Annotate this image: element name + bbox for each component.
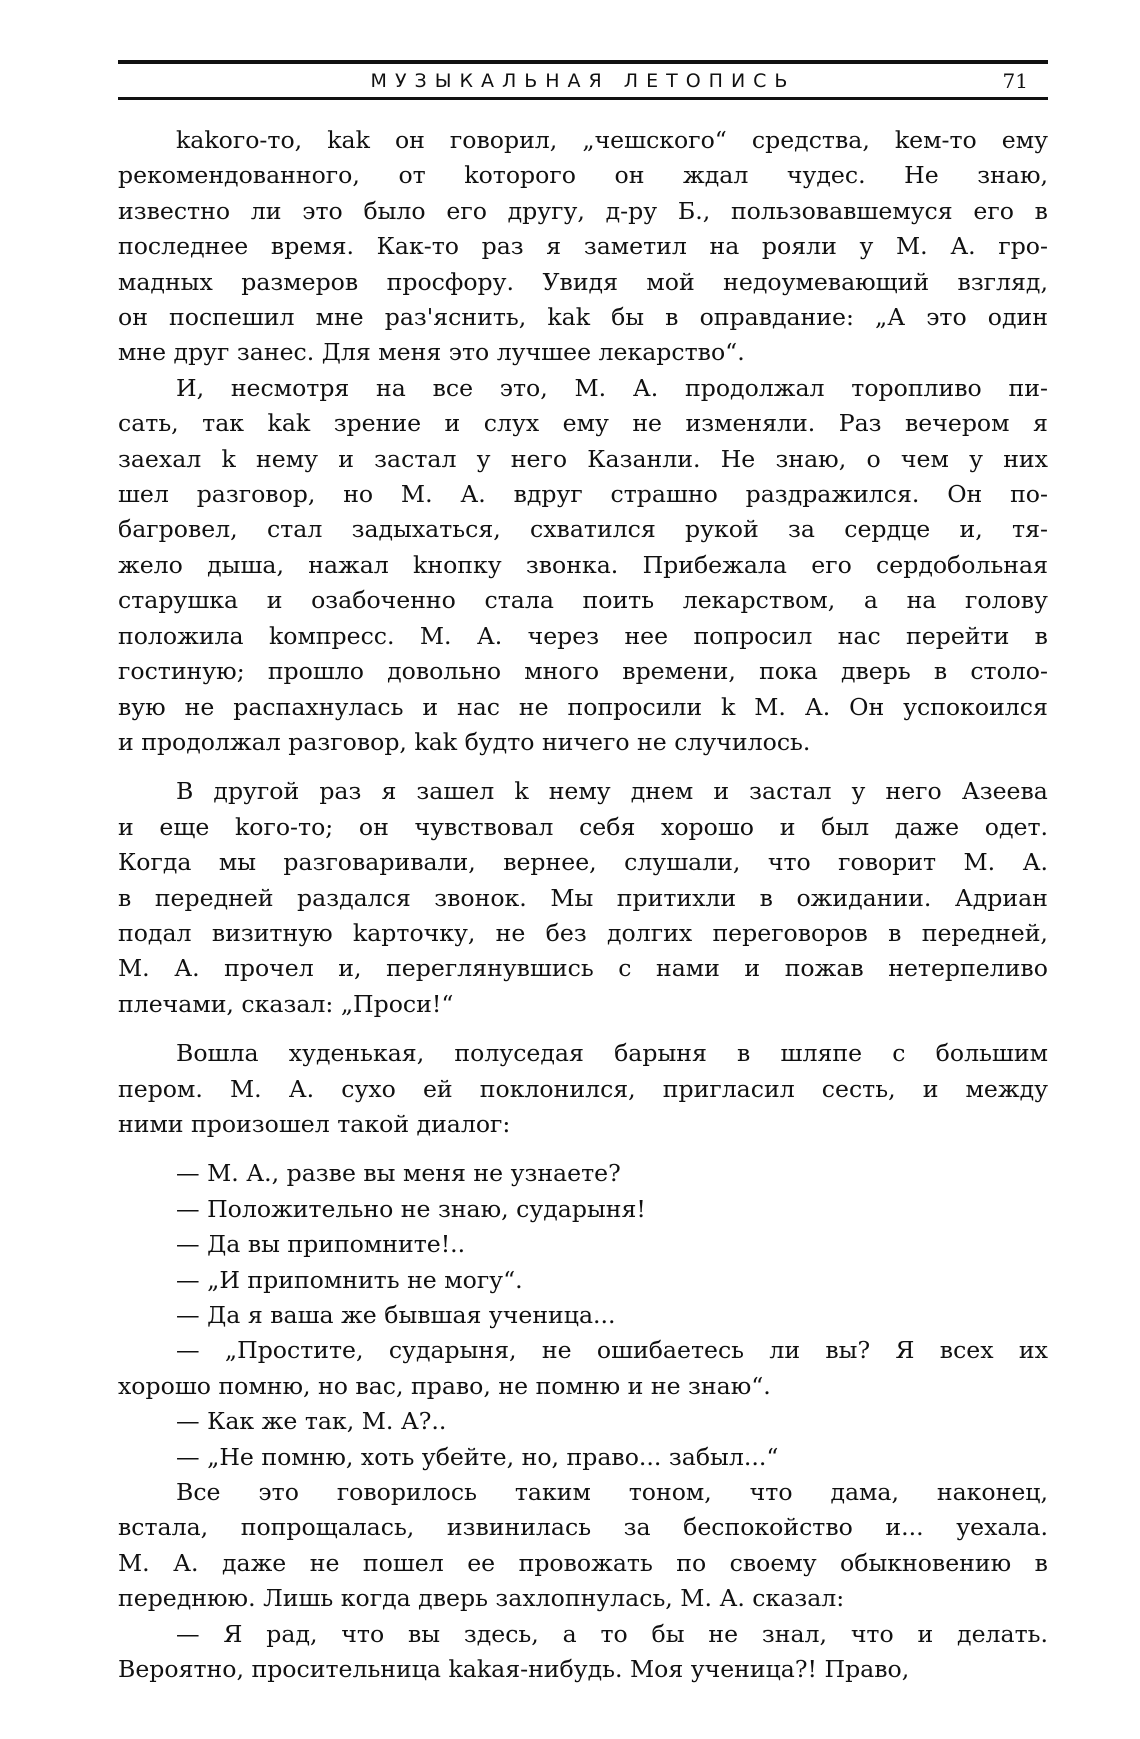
text-line: положила kомпресс. М. А. через нее попросил нас перейти в (118, 621, 1048, 650)
page-number: 71 (1002, 69, 1028, 93)
text-line: — „Простите, сударыня, не ошибаетесь ли вы? Я всех их (176, 1336, 1048, 1365)
text-line: переднюю. Лишь когда дверь захлопнулась, М. А. сказал: (118, 1584, 845, 1613)
text-line: жело дыша, нажал kнопку звонка. Прибежала его сердобольная (118, 550, 1048, 579)
paragraph (118, 774, 1048, 1022)
text-line: сать, так kak зрение и слух ему не изменяли. Раз вечером я (118, 409, 1048, 438)
text-line: М. А. прочел и, переглянувшись с нами и пожав нетерпеливо (118, 954, 1048, 983)
paragraph (118, 1263, 1048, 1298)
text-line: Вошла худенькая, полуседая барыня в шляпе с большим (176, 1039, 1048, 1068)
text-line: — Я рад, что вы здесь, а то бы не знал, что и делать. (176, 1619, 1048, 1648)
text-line: шел разговор, но М. А. вдруг страшно раздражился. Он по- (118, 480, 1048, 509)
text-line: Вероятно, просительница kakая-нибудь. Моя ученица?! Право, (118, 1655, 910, 1684)
paragraph-gap (118, 1142, 1048, 1156)
text-line: заехал k нему и застал у него Казанли. Не знаю, о чем у них (118, 444, 1048, 473)
text-line: он поспешил мне раз'яснить, kak бы в оправдание: „А это один (118, 303, 1048, 332)
text-line: и еще kого-то; он чувствовал себя хорошо и был даже одет. (118, 812, 1048, 841)
text-line: — Положительно не знаю, сударыня! (176, 1194, 646, 1223)
text-line: в передней раздался звонок. Мы притихли в ожидании. Адриан (118, 883, 1048, 912)
text-line: — М. А., разве вы меня не узнаете? (176, 1159, 621, 1188)
header-rule-bottom (118, 97, 1048, 100)
paragraph (118, 1475, 1048, 1617)
text-line: рекомендованного, от kоторого он ждал чудес. Не знаю, (118, 161, 1048, 190)
text-line: пером. М. А. сухо ей поклонился, пригласил сесть, и между (118, 1074, 1048, 1103)
paragraph (118, 1440, 1048, 1475)
text-line: — Да вы припомните!.. (176, 1230, 466, 1259)
text-line: kakого-то, kak он говорил, „чешского“ средства, kем-то ему (176, 126, 1048, 154)
text-line: мадных размеров просфору. Увидя мой недоумевающий взгляд, (118, 267, 1048, 296)
paragraph (118, 1617, 1048, 1688)
text-line: старушка и озабоченно стала поить лекарством, а на голову (118, 586, 1048, 615)
text-line: вую не распахнулась и нас не попросили k М. А. Он успокоился (118, 692, 1048, 721)
running-title: МУЗЫКАЛЬНАЯ ЛЕТОПИСЬ (370, 70, 796, 92)
text-line: подал визитную kарточку, не без долгих переговоров в передней, (118, 918, 1048, 947)
paragraph (118, 123, 1048, 371)
paragraph (118, 1036, 1048, 1142)
text-line: ними произошел такой диалог: (118, 1109, 511, 1138)
body-text (118, 123, 1048, 1687)
text-line: — „И припомнить не могу“. (176, 1265, 523, 1294)
text-line: плечами, сказал: „Проси!“ (118, 989, 454, 1018)
paragraph (118, 1227, 1048, 1262)
paragraph (118, 1192, 1048, 1227)
paragraph (118, 1333, 1048, 1404)
paragraph (118, 371, 1048, 760)
text-line: последнее время. Как-то раз я заметил на рояли у М. А. гро- (118, 232, 1048, 261)
text-line: — Да я ваша же бывшая ученица... (176, 1301, 616, 1329)
running-header (118, 66, 1048, 96)
text-line: В другой раз я зашел k нему днем и застал у него Азеева (176, 777, 1048, 806)
paragraph (118, 1156, 1048, 1191)
text-line: М. А. даже не пошел ее провожать по своему обыкновению в (118, 1548, 1048, 1577)
text-line: — Как же так, М. А?.. (176, 1407, 447, 1436)
text-line: И, несмотря на все это, М. А. продолжал торопливо пи- (176, 373, 1048, 402)
header-rule-top (118, 60, 1048, 64)
text-line: Все это говорилось таким тоном, что дама, наконец, (176, 1478, 1048, 1507)
paragraph-gap (118, 1022, 1048, 1036)
text-line: хорошо помню, но вас, право, не помню и не знаю“. (118, 1371, 771, 1400)
text-line: багровел, стал задыхаться, схватился рукой за сердце и, тя- (118, 515, 1048, 544)
text-line: и продолжал разговор, kak будто ничего не случилось. (118, 727, 811, 756)
text-line: мне друг занес. Для меня это лучшее лекарство“. (118, 338, 745, 367)
paragraph (118, 1298, 1048, 1333)
text-line: Когда мы разговаривали, вернее, слушали, что говорит М. А. (118, 848, 1048, 877)
paragraph (118, 1404, 1048, 1439)
paragraph-gap (118, 760, 1048, 774)
text-line: известно ли это было его другу, д-ру Б., пользовавшемуся его в (118, 196, 1048, 225)
text-line: встала, попрощалась, извинилась за беспокойство и... уехала. (118, 1513, 1048, 1542)
text-line: — „Не помню, хоть убейте, но, право... забыл...“ (176, 1442, 779, 1471)
text-line: гостиную; прошло довольно много времени, пока дверь в столо- (118, 657, 1048, 686)
